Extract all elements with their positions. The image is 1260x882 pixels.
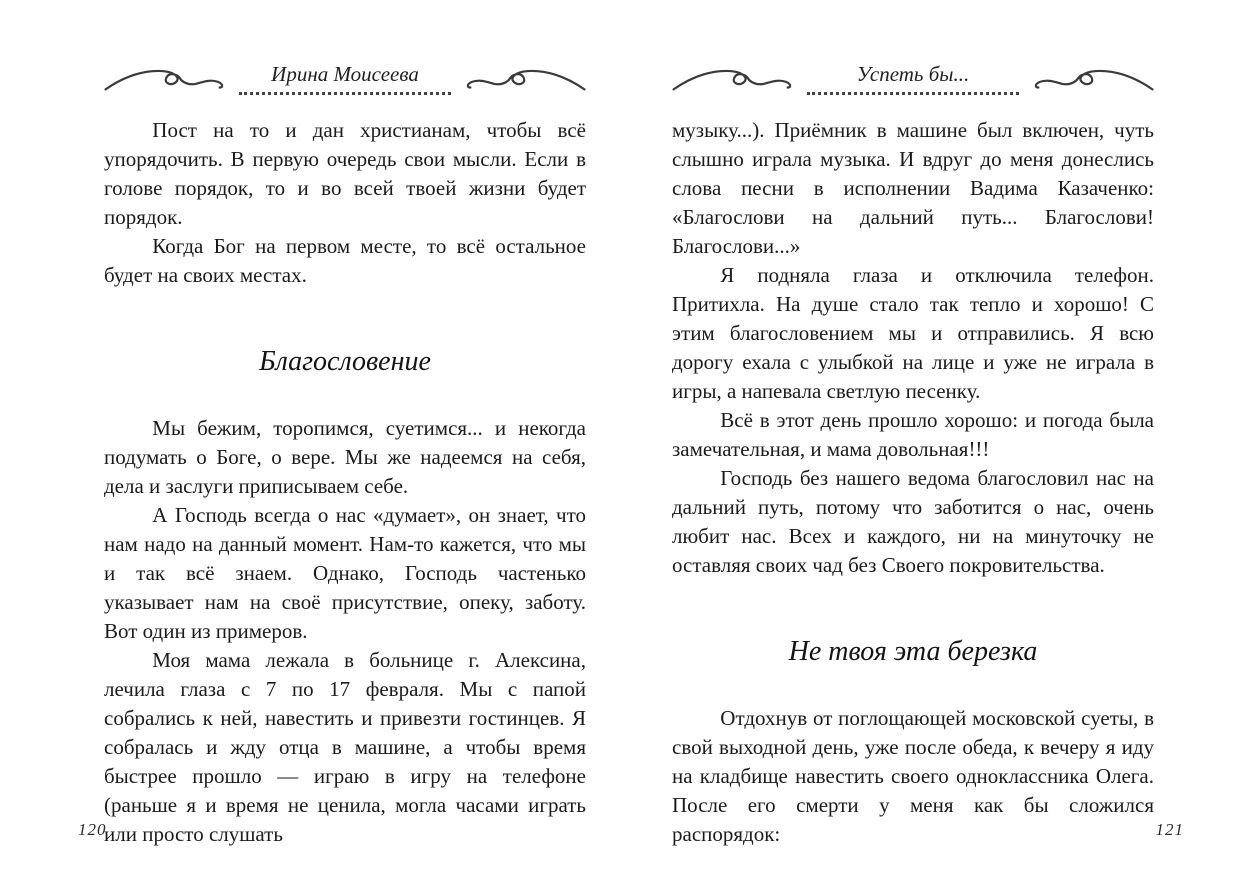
- paragraph: Пост на то и дан христианам, чтобы всё упорядочить. В первую очередь свои мысли. Если в голове порядок, то и во всей твоей жизни будет порядок.: [104, 118, 586, 229]
- paragraph: Всё в этот день прошло хорошо: и погода была замечательная, и мама довольная!!!: [672, 408, 1154, 461]
- flourish-ornament-icon: [672, 64, 797, 96]
- running-header: [672, 62, 1154, 108]
- paragraph: Мы бежим, торопимся, суетимся... и некогда подумать о Боге, о вере. Мы же надеемся на себя, дела и заслуги приписываем себе.: [104, 416, 586, 498]
- page-number: 120: [78, 820, 107, 839]
- paragraph: Когда Бог на первом месте, то всё остальное будет на своих местах.: [104, 234, 586, 287]
- running-header-title: Успеть бы...: [856, 62, 970, 86]
- dotted-divider: [239, 92, 451, 95]
- flourish-ornament-icon: [104, 64, 229, 96]
- page-body: [104, 116, 586, 849]
- paragraph: музыку...). Приёмник в машине был включен, чуть слышно играла музыка. И вдруг до меня донеслись слова песни в исполнении Вадима Казаченко: «Благослови на дальний путь... Благослови! Благослови...»: [672, 118, 1154, 258]
- paragraph: Отдохнув от поглощающей московской суеты, в свой выходной день, уже после обеда, к вечеру я иду на кладбище навестить своего одноклассника Олега. После его смерти у меня как бы сложился распорядок:: [672, 706, 1154, 846]
- paragraph: А Господь всегда о нас «думает», он знает, что нам надо на данный момент. Нам-то кажется, что мы и так всё знаем. Однако, Господь частенько указывает нам на своё присутствие, опеку, заботу. Вот один из примеров.: [104, 503, 586, 643]
- paragraph: Моя мама лежала в больнице г. Алексина, лечила глаза с 7 по 17 февраля. Мы с папой собрались к ней, навестить и привезти гостинцев. Я собралась и жду отца в машине, а чтобы время быстрее прошло — играю в игру на телефоне (раньше я и время не ценила, могла часами играть или просто слушать: [104, 648, 586, 846]
- flourish-ornament-icon: [1029, 64, 1154, 96]
- page-right: [672, 0, 1184, 882]
- paragraph: Господь без нашего ведома благословил нас на дальний путь, потому что заботится о нас, очень любит нас. Всех и каждого, ни на минуточку не оставляя своих чад без Своего покровительства.: [672, 466, 1154, 577]
- dotted-divider: [807, 92, 1019, 95]
- page-number: 121: [1155, 820, 1184, 839]
- page-body: [672, 116, 1154, 849]
- page-left: [78, 0, 586, 882]
- flourish-ornament-icon: [461, 64, 586, 96]
- running-header-title: Ирина Моисеева: [271, 62, 419, 86]
- section-heading: Благословение: [259, 346, 431, 377]
- paragraph: Я подняла глаза и отключила телефон. Притихла. На душе стало так тепло и хорошо! С этим благословением мы и отправились. Я всю дорогу ехала с улыбкой на лице и уже не играла в игры, а напевала светлую песенку.: [672, 263, 1154, 403]
- section-heading: Не твоя эта березка: [788, 636, 1038, 667]
- running-header: [104, 62, 586, 108]
